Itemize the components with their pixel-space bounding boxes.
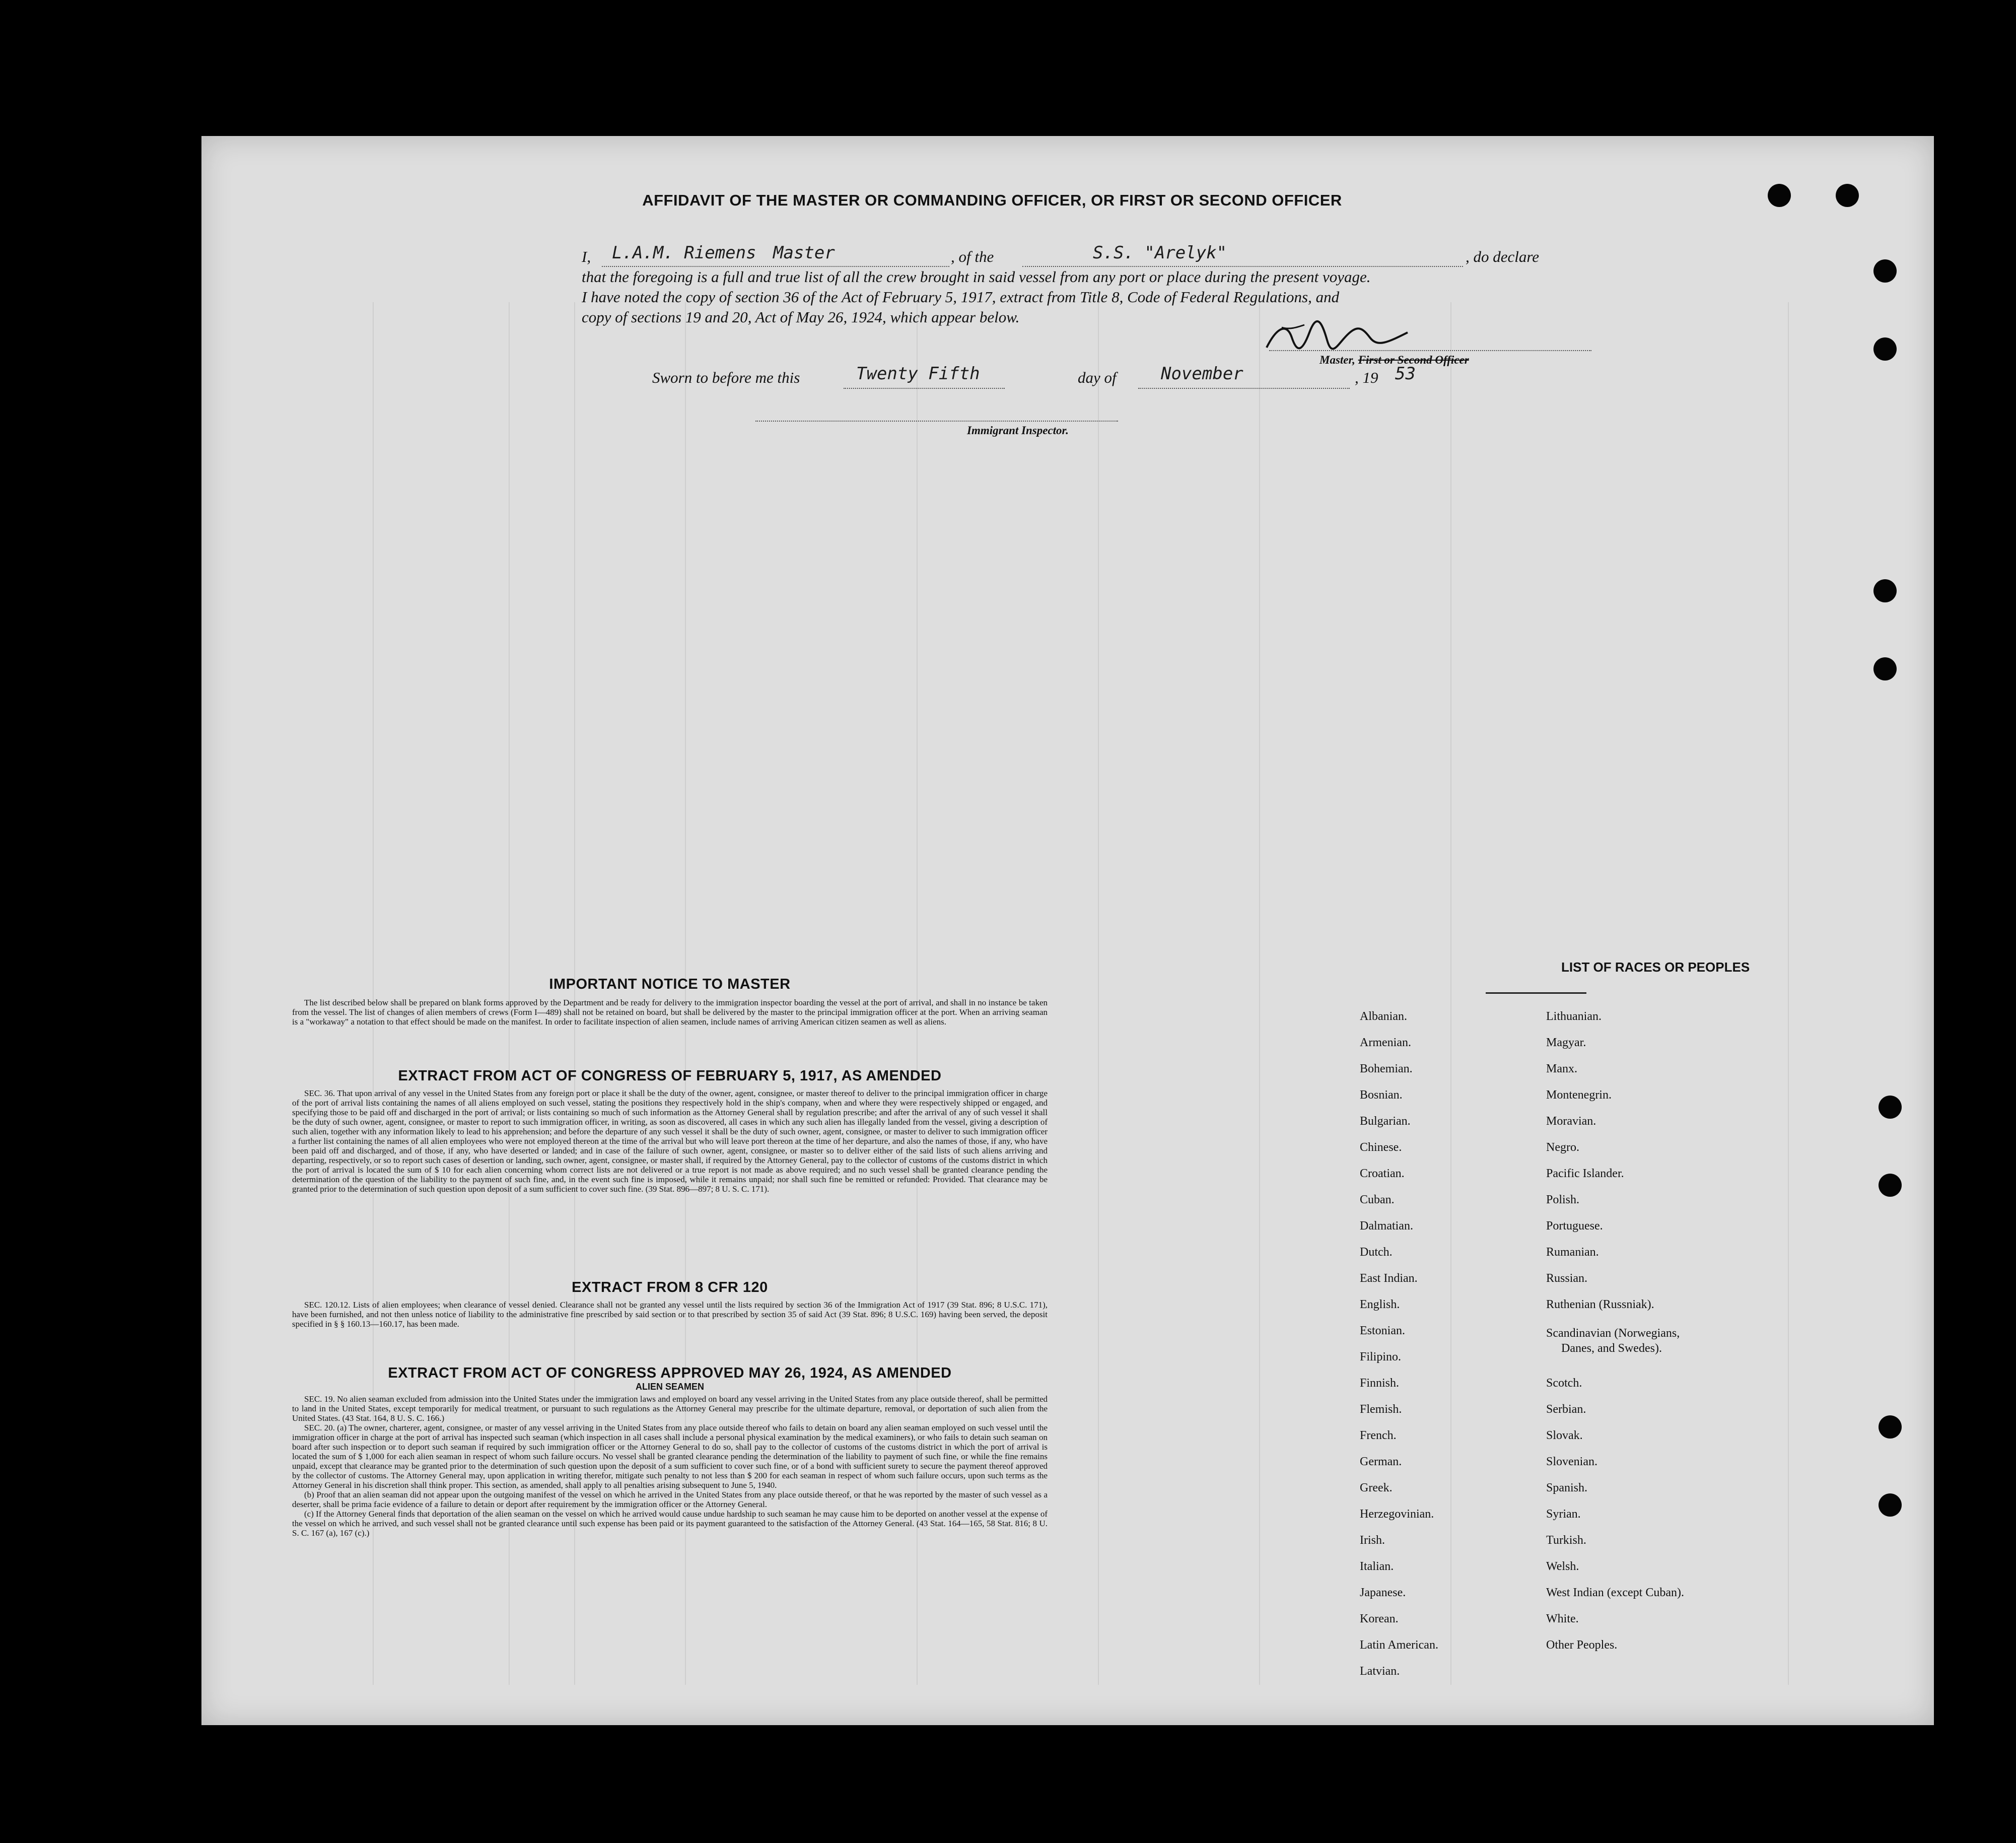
punch-hole: [1879, 1493, 1902, 1517]
race-item: Flemish.: [1360, 1403, 1402, 1416]
race-item: Bulgarian.: [1360, 1115, 1411, 1128]
year-prefix: , 19: [1355, 369, 1378, 386]
race-item: East Indian.: [1360, 1272, 1418, 1285]
extract-1924-section: [292, 1365, 1048, 1538]
race-item: Cuban.: [1360, 1193, 1395, 1206]
race-item: Lithuanian.: [1546, 1010, 1602, 1023]
race-item: Estonian.: [1360, 1324, 1405, 1337]
signature-line: [1269, 350, 1591, 351]
race-item: Ruthenian (Russniak).: [1546, 1298, 1654, 1311]
race-item: Bohemian.: [1360, 1062, 1413, 1075]
race-item: Greek.: [1360, 1481, 1393, 1494]
affidavit-line-4: copy of sections 19 and 20, Act of May 26, 1924, which appear below.: [582, 308, 1020, 326]
race-item: German.: [1360, 1455, 1402, 1468]
races-title: LIST OF RACES OR PEOPLES: [1561, 960, 1750, 975]
race-item: Syrian.: [1546, 1508, 1581, 1521]
master-name: L.A.M. Riemens: [612, 243, 756, 263]
master-label: Master,: [1319, 354, 1358, 366]
affidavit-line-2: that the foregoing is a full and true list of all the crew brought in said vessel from any port or place during the present voyage.: [582, 268, 1371, 286]
punch-hole: [1879, 1415, 1902, 1439]
race-item: Danes, and Swedes).: [1561, 1342, 1662, 1355]
extract-1924-sec19: SEC. 19. No alien seaman excluded from admission into the United States under the immigration laws and employed on board any vessel arriving in the United States from any place outside thereof, shall be permitted to land in the United States, except temporarily for medical treatment, or pursuant to such regulations as the Attorney General may prescribe for the ultimate departure, removal, or deportation of such alien from the United States. (43 Stat. 164, 8 U. S. C. 166.): [292, 1394, 1048, 1423]
extract-1924-subtitle: ALIEN SEAMEN: [635, 1382, 704, 1392]
race-item: Filipino.: [1360, 1350, 1402, 1363]
race-item: Slovak.: [1546, 1429, 1583, 1442]
extract-1924-sec20a: SEC. 20. (a) The owner, charterer, agent, consignee, or master of any vessel arriving in the United States from any place outside thereof who fails to detain on board any alien seaman employed on such vessel until the immigration officer in charge at the port of arrival has inspected such seaman (which inspection in all cases shall include a personal physical examination by the medical examiners), or who fails to detain such seaman on board after such inspection or to deport such seaman if required by such immigration officer or the Attorney General to do so, shall pay to the collector of customs of the customs district in which the port of arrival is located the sum of $ 1,000 for each alien seaman in respect of whom such failure occurs. No vessel shall be granted clearance pending the determination of the liability to payment of such fine, or while the fine remains unpaid, except that clearance may be granted prior to the determination of such question upon the deposit of a sum sufficient to cover such fine, or of a bond with sufficient surety to secure the payment thereof approved by the collector of customs. The Attorney General may, upon application in writing therefor, mitigate such penalty to not less than $ 200 for each seaman in respect of whom such failure occurs, upon such terms as the Attorney General in his discretion shall think proper. This section, as amended, shall apply to all penalties arising subsequent to June 5, 1940.: [292, 1423, 1048, 1490]
race-item: Bosnian.: [1360, 1088, 1403, 1102]
extract-1917-text: SEC. 36. That upon arrival of any vessel in the United States from any foreign port or place it shall be the duty of the owner, agent, consignee, or master thereof to deliver to the principal immigration officer in charge of the port of arrival lists containing the names of all aliens employed on such vessel, stating the positions they respectively hold in the ship's company, when and where they were respectively shipped or engaged, and specifying those to be paid off and discharged in the port of arrival; or lists containing so much of such information as the Attorney General shall by regulation prescribe; and after the arrival of any of such vessel it shall be the duty of such owner, agent, consignee, or master to report to such immigration officer, in writing, as soon as discovered, all cases in which any such alien has illegally landed from the vessel, giving a description of such alien, together with any information likely to lead to his apprehension; and before the departure of any such vessel it shall be the duty of such owner, agent, consignee, or master to deliver to such immigration officer a further list containing the names of all alien employees who were not employed thereon at the time of the arrival but who will leave port thereon at the time of her departure, and also the names of those, if any, who have been paid off and discharged, and of those, if any, who have deserted or landed; and in case of the failure of such owner, agent, consignee, or master so to deliver either of the said lists of such aliens arriving and departing, respectively, or so to report such cases of desertion or landing, such owner, agent, consignee, or master shall, if required by the Attorney General, pay to the collector of customs of the customs district in which the port of arrival is located the sum of $ 10 for each alien concerning whom correct lists are not delivered or a true report is not made as above required; and no such vessel shall be granted clearance pending the determination of the question of the liability to the payment of such fine, and, in the event such fine is imposed, while it remains unpaid; nor shall such fine be remitted or refunded: Provided. That clearance may be granted prior to the determination of such question upon deposit of a sum sufficient to cover such fine. (39 Stat. 896—897; 8 U. S. C. 171).: [292, 1088, 1048, 1194]
race-item: Russian.: [1546, 1272, 1588, 1285]
race-item: Polish.: [1546, 1193, 1580, 1206]
race-item: French.: [1360, 1429, 1397, 1442]
extract-cfr-text: SEC. 120.12. Lists of alien employees; when clearance of vessel denied. Clearance shall not be granted any vessel until the lists required by section 36 of the Immigration Act of 1917 (39 Stat. 896; 8 U.S.C. 171), have been furnished, and not then unless notice of liability to the administrative fine prescribed by said section or to that prescribed by section 35 of said Act (39 Stat. 896; 8 U.S.C. 169) having been served, the deposit specified in § § 160.13—160.17, has been made.: [292, 1300, 1048, 1329]
punch-hole: [1873, 579, 1897, 602]
extract-1917-title: EXTRACT FROM ACT OF CONGRESS OF FEBRUARY 5, 1917, AS AMENDED: [398, 1068, 942, 1084]
race-item: Finnish.: [1360, 1377, 1400, 1390]
race-item: Pacific Islander.: [1546, 1167, 1624, 1180]
race-item: Dutch.: [1360, 1246, 1393, 1259]
extract-1924-sec20b: (b) Proof that an alien seaman did not appear upon the outgoing manifest of the vessel on which he arrived in the United States from any place outside thereof, or that he was reported by the master of such vessel as a deserter, shall be prima facie evidence of a failure to detain or deport after requirement by the immigration officer or the Attorney General.: [292, 1490, 1048, 1509]
show-through-line: [1098, 302, 1099, 1685]
punch-hole: [1873, 259, 1897, 283]
race-item: Scotch.: [1546, 1377, 1582, 1390]
race-item: Rumanian.: [1546, 1246, 1599, 1259]
race-item: Other Peoples.: [1546, 1639, 1618, 1652]
extract-1924-title: EXTRACT FROM ACT OF CONGRESS APPROVED MAY 26, 1924, AS AMENDED: [388, 1365, 952, 1381]
sworn-prefix: Sworn to before me this: [652, 369, 800, 386]
races-title-rule: [1486, 992, 1586, 994]
master-officer-label: [1319, 354, 1469, 367]
master-signature: [1262, 317, 1413, 358]
race-item: Italian.: [1360, 1560, 1394, 1573]
show-through-line: [1450, 302, 1451, 1685]
document-sheet: [201, 136, 1934, 1725]
extract-cfr-section: [292, 1279, 1048, 1329]
punch-hole: [1873, 657, 1897, 680]
notice-section: [292, 976, 1048, 1027]
race-item: Albanian.: [1360, 1010, 1407, 1023]
race-item: Serbian.: [1546, 1403, 1586, 1416]
race-item: Dalmatian.: [1360, 1219, 1413, 1233]
show-through-line: [1788, 302, 1789, 1685]
race-item: Slovenian.: [1546, 1455, 1597, 1468]
affidavit-line-3: I have noted the copy of section 36 of the Act of February 5, 1917, extract from Title 8, Code of Federal Regulations, and: [582, 288, 1340, 306]
race-item: Korean.: [1360, 1612, 1399, 1625]
affidavit-of-the: , of the: [951, 248, 994, 265]
race-item: Irish.: [1360, 1534, 1385, 1547]
race-item: Manx.: [1546, 1062, 1577, 1075]
vessel-field-line: [1022, 266, 1463, 267]
race-item: White.: [1546, 1612, 1579, 1625]
punch-hole: [1879, 1096, 1902, 1119]
race-item: English.: [1360, 1298, 1400, 1311]
race-item: Turkish.: [1546, 1534, 1586, 1547]
race-item: Negro.: [1546, 1141, 1579, 1154]
punch-hole: [1879, 1174, 1902, 1197]
race-item: Spanish.: [1546, 1481, 1588, 1494]
year-suffix: 53: [1395, 364, 1416, 384]
day-of-label: day of: [1078, 369, 1117, 386]
sworn-day: Twenty Fifth: [856, 364, 980, 384]
inspector-signature-line: [755, 421, 1118, 422]
name-field-line: [602, 266, 949, 267]
race-item: Welsh.: [1546, 1560, 1579, 1573]
race-item: Montenegrin.: [1546, 1088, 1612, 1102]
race-item: Latvian.: [1360, 1665, 1400, 1678]
extract-1924-sec20c: (c) If the Attorney General finds that deportation of the alien seaman on the vessel on which he arrived would cause undue hardship to such seaman he may cause him to be deported on another vessel at the expense of the vessel on which he arrived, and such vessel shall not be granted clearance until such expense has been paid or its payment guaranteed to the satisfaction of the Attorney General. (43 Stat. 164—165, 58 Stat. 816; 8 U. S. C. 167 (a), 167 (c).): [292, 1509, 1048, 1538]
race-item: Herzegovinian.: [1360, 1508, 1434, 1521]
notice-title: IMPORTANT NOTICE TO MASTER: [549, 976, 791, 992]
vessel-name: S.S. "Arelyk": [1093, 243, 1227, 263]
race-item: Magyar.: [1546, 1036, 1586, 1049]
inspector-label: Immigrant Inspector.: [967, 424, 1069, 437]
affidavit-title: AFFIDAVIT OF THE MASTER OR COMMANDING OFFICER, OR FIRST OR SECOND OFFICER: [642, 191, 1342, 209]
notice-text: The list described below shall be prepared on blank forms approved by the Department and be ready for delivery to the immigration inspector boarding the vessel at the port of arrival, and shall in no instance be taken from the vessel. The list of changes of alien members of crews (Form I—489) shall not be retained on board, but shall be delivered by the master to the principal immigration officer at the port. When an arriving seaman is a "workaway" a notation to that effect should be made on the manifest. In order to facilitate inspection of alien seamen, include names of arriving American citizen seamen as well as aliens.: [292, 998, 1048, 1027]
master-rank: Master: [773, 243, 835, 263]
affidavit-do-declare: , do declare: [1466, 248, 1540, 265]
race-item: Scandinavian (Norwegians,: [1546, 1327, 1680, 1340]
month-field-line: [1138, 388, 1350, 389]
extract-1917-section: [292, 1068, 1048, 1194]
race-item: West Indian (except Cuban).: [1546, 1586, 1684, 1599]
race-item: Moravian.: [1546, 1115, 1596, 1128]
extract-cfr-title: EXTRACT FROM 8 CFR 120: [572, 1279, 768, 1295]
race-item: Portuguese.: [1546, 1219, 1603, 1233]
race-item: Latin American.: [1360, 1639, 1438, 1652]
punch-hole: [1836, 184, 1859, 207]
race-item: Chinese.: [1360, 1141, 1402, 1154]
punch-hole: [1873, 337, 1897, 361]
first-second-officer-label: First or Second Officer: [1358, 354, 1469, 366]
race-item: Japanese.: [1360, 1586, 1406, 1599]
race-item: Croatian.: [1360, 1167, 1405, 1180]
affidavit-i: I,: [582, 248, 591, 265]
show-through-line: [1259, 302, 1260, 1685]
sworn-month: November: [1161, 364, 1243, 384]
day-field-line: [844, 388, 1005, 389]
race-item: Armenian.: [1360, 1036, 1411, 1049]
punch-hole: [1768, 184, 1791, 207]
